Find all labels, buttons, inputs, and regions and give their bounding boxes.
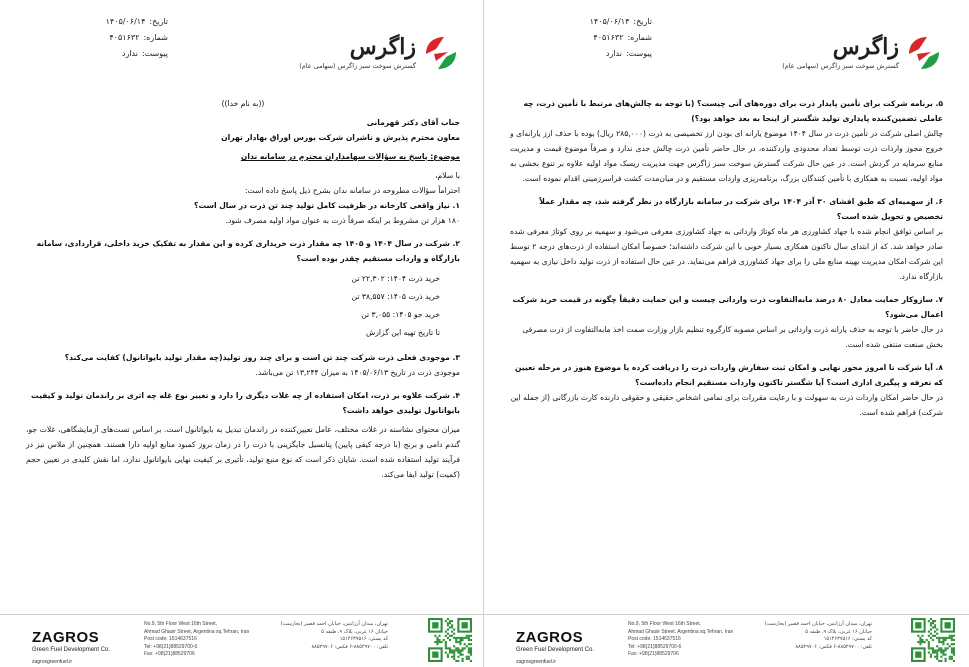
address-line: No.9, 5th Floor West 16th Street, xyxy=(144,621,217,627)
date-label: تاریخ: xyxy=(149,17,168,26)
address-line: کد پستی: ۱۵۱۴۶۳۷۵۱۶ xyxy=(823,636,872,642)
attachment-value: ندارد xyxy=(121,49,138,58)
attachment-label: پیوست: xyxy=(141,49,168,58)
greeting: با سلام، xyxy=(435,171,460,180)
letter-subject: موضوع: پاسخ به سؤالات سهامداران محترم در سامانه ندان xyxy=(240,152,460,161)
address-line: Post code: 1514637516 xyxy=(628,636,681,642)
answer-2-item: خرید ذرت ۱۴۰۴: ۲۲,۳۰۲ تن xyxy=(351,274,440,283)
letter-body xyxy=(510,96,943,420)
address-line: Tel: +98(21)88529700-6 xyxy=(628,643,682,650)
company-logo xyxy=(773,34,943,74)
answer-2-item: تا تاریخ تهیه این گزارش xyxy=(365,328,440,337)
number-value: ۴۰۵۱۶۳۲ xyxy=(593,33,624,42)
answer-7: در حال حاضر با توجه به حذف یارانه ذرت وارداتی بر اساس مصوبه کارگروه تنظیم بازار وزارت صمت اخذ مابه‌التفاوت از ذرت مصرفی بخش صنعت منتفی شده است. xyxy=(522,325,943,349)
footer-address-fa xyxy=(742,621,872,651)
answer-4: میزان محتوای نشاسته در غلات مختلف، عامل تعیین‌کننده در راندمان تبدیل به بایواتانول است. بر اساس تست‌های آزمایشگاهی، غلات جو، گندم دامی و برنج (با درجه کیفی پایین) پتانسیل جایگزینی با ذرت را در زمان بروز کمبود منابع اولیه دارا هستند. همچنین از ملاس نیز در فرآیند تولید استفاده شده است. شایان ذکر است که نوع منبع تولید، تأثیری بر کیفیت نهایی بایواتانول ندارد، اما نقش کلیدی در تعیین حجم (کمیت) تولید ایفا می‌کند. xyxy=(26,425,460,479)
address-line: خیابان ۱۶ غربی، پلاک ۹، طبقه ۵ xyxy=(805,628,872,635)
address-line: Ahmad Ghasir Street, Argentina sq.Tehran, Iran xyxy=(144,628,250,635)
address-line: تلفن: ۸۸۵۲۹۷۰۰-۶ فکس: ۸۸۵۲۹۷۰۶ xyxy=(795,643,872,650)
footer-website: zagrosgreenfuel.ir xyxy=(32,659,73,665)
address-line: Post code: 1514637516 xyxy=(144,636,197,642)
answer-2-list xyxy=(26,270,460,342)
address-line: کد پستی: ۱۵۱۴۶۳۷۵۱۶ xyxy=(339,636,388,642)
logo-subtitle: گسترش سوخت سبز زاگرس (سهامی عام) xyxy=(782,62,899,70)
company-logo xyxy=(290,34,460,74)
address-line: Fax: +98(21)88529706 xyxy=(628,651,679,657)
address-line: تهران، میدان آرژانتین، خیابان احمد قصیر (بخارست) xyxy=(764,621,872,627)
number-value: ۴۰۵۱۶۳۲ xyxy=(109,33,140,42)
answer-1: ۱۸۰ هزار تن مشروط بر اینکه صرفاً ذرت به عنوان مواد اولیه مصرف شود. xyxy=(225,216,460,225)
address-line: Ahmad Ghasir Street, Argentina sq.Tehran, Iran xyxy=(628,628,734,635)
address-line: تهران، میدان آرژانتین، خیابان احمد قصیر (بخارست) xyxy=(280,621,388,627)
question-2: ۲. شرکت در سال ۱۴۰۴ و ۱۴۰۵ چه مقدار ذرت خریداری کرده و این مقدار به تفکیک خرید داخلی، قراردادی، سامانه بازارگاه و واردات مستقیم چقدر بوده است؟ xyxy=(36,239,460,263)
letter-footer xyxy=(0,614,486,667)
footer-website: zagrosgreenfuel.ir xyxy=(516,659,557,665)
number-label: شماره: xyxy=(143,33,168,42)
footer-address-en xyxy=(628,621,733,659)
recipient-title: جناب آقای دکتر قهرمانی xyxy=(366,118,460,127)
question-8: ۸. آیا شرکت تا امروز مجوز نهایی و امکان ثبت سفارش واردات ذرت را دریافت کرده یا موضوع هنوز در مرحله تعیین که تعرفه و پیگیری اداری است؟ آیا شگستر تاکنون واردات مستقیم انجام داده‌است؟ xyxy=(515,363,943,387)
footer-address-fa xyxy=(258,621,388,651)
address-line: تلفن: ۸۸۵۲۹۷۰۰-۶ فکس: ۸۸۵۲۹۷۰۶ xyxy=(311,643,388,650)
number-label: شماره: xyxy=(627,33,652,42)
footer-brand: ZAGROS xyxy=(32,629,100,646)
intro-text: احتراماً سؤالات مطروحه در سامانه ندان بشرح ذیل پاسخ داده است: xyxy=(244,186,460,195)
answer-5: چالش اصلی شرکت در تأمین ذرت در سال ۱۴۰۴ موضوع یارانه ای بودن ارز تخصیصی به ذرت (۲۸۵,۰۰۰ ریال) بوده با حذف ارز یارانه‌ای و خروج مجوز واردات ذرت توسط تعداد محدودی واردکننده، در حال حاضر تأمین ذرت چالش جدی ندارد و صرفاً موضوع قیمت و مدیریت منابع سرمایه در گردش است. در عین حال شرکت گسترش سوخت سبز زاگرس جهت مدیریت ریسک مواد اولیه علاوه بر تنوع بخشی به مواد اولیه، نسبت به همکاری با تأمین کنندگان بزرگ، برنامه‌ریزی واردات مستقیم و در میان‌مدت کشت فراسرزمینی اقدام نموده است. xyxy=(510,129,943,183)
question-7: ۷. سازوکار حمایت معادل ۸۰ درصد مابه‌التفاوت ذرت وارداتی چیست و این حمایت دقیقاً چگونه در قیمت خرید شرکت اعمال می‌شود؟ xyxy=(512,295,943,319)
recipient-role: معاون محترم پذیرش و ناشران شرکت بورس اوراق بهادار تهران xyxy=(221,133,460,142)
letter-meta xyxy=(18,14,168,62)
address-line: Fax: +98(21)88529706 xyxy=(144,651,195,657)
logo-subtitle: گسترش سوخت سبز زاگرس (سهامی عام) xyxy=(299,62,416,70)
question-5: ۵. برنامه شرکت برای تأمین پایدار ذرت برای دوره‌های آتی چیست؟ (با توجه به چالش‌های مرتبط با تأمین ذرت، چه عاملی تضمین‌کننده پایداری تولید شگستر از اینجا به بعد خواهد بود؟) xyxy=(523,99,943,123)
qr-code-icon xyxy=(911,618,955,662)
zagros-logo-icon xyxy=(905,34,943,72)
logo-wordmark: زاگرس xyxy=(349,34,416,60)
letter-footer xyxy=(484,614,969,667)
bismillah: ((به نام خدا)) xyxy=(221,99,265,108)
letter-body xyxy=(26,96,460,482)
date-label: تاریخ: xyxy=(633,17,652,26)
letter-meta xyxy=(502,14,652,62)
attachment-label: پیوست: xyxy=(625,49,652,58)
logo-wordmark: زاگرس xyxy=(832,34,899,60)
footer-brand: ZAGROS xyxy=(516,629,584,646)
question-6: ۶. از سهمیه‌ای که طبق افشای ۳۰ آذر ۱۴۰۴ برای شرکت در سامانه بازارگاه در نظر گرفته شد، چه مقدار عملاً تخصیص و تحویل شده است؟ xyxy=(539,197,943,221)
address-line: خیابان ۱۶ غربی، پلاک ۹، طبقه ۵ xyxy=(321,628,388,635)
zagros-logo-icon xyxy=(422,34,460,72)
answer-6: بر اساس توافق انجام شده با جهاد کشاورزی هر ماه کوتاژ وارداتی به جهاد کشاورزی معرفی می‌شود و سهمیه بر روی کوتاژ معرفی شده صادر خواهد شد. که از ابتدای سال تاکنون همکاری بسیار خوبی با این شرکت داشته‌اند؛ خصوصاً امکان استفاده از ذرت‌های درجه ۲ توسط این شرکت امکان مدیریت بهینه منابع ملی را برای جهاد کشاورزی فراهم می‌نماید. در عین حال استفاده از ذرت تولید داخل نیازی به سهمیه بازارگاه ندارد. xyxy=(510,227,943,281)
footer-brand-sub: Green Fuel Development Co. xyxy=(32,647,111,653)
letter-page-2 xyxy=(483,0,969,667)
address-line: Tel: +98(21)88529700-6 xyxy=(144,643,198,650)
answer-2-item: خرید جو ۱۴۰۵: ۳,۰۵۵ تن xyxy=(361,310,440,319)
footer-address-en xyxy=(144,621,249,659)
question-4: ۴. شرکت علاوه بر ذرت، امکان استفاده از چه غلات دیگری را دارد و تغییر نوع غله چه اثری بر راندمان تولید و کیفیت بایواتانول تولیدی خواهد داشت؟ xyxy=(31,391,460,415)
answer-2-item: خرید ذرت ۱۴۰۵: ۳۸,۵۵۷ تن xyxy=(351,292,440,301)
attachment-value: ندارد xyxy=(605,49,622,58)
date-value: ۱۴۰۵/۰۶/۱۴ xyxy=(105,17,146,26)
address-line: No.9, 5th Floor West 16th Street, xyxy=(628,621,701,627)
question-1: ۱. نیاز واقعی کارخانه در ظرفیت کامل تولید چند تن ذرت در سال است؟ xyxy=(194,201,460,210)
answer-3: موجودی ذرت در تاریخ ۱۴۰۵/۰۶/۱۳ به میزان ۱۳,۲۴۴ تن می‌باشد. xyxy=(255,368,460,377)
answer-8: در حال حاضر امکان واردات ذرت به سهولت و با رعایت مقررات برای تمامی اشخاص حقیقی و حقوقی دارنده کارت بازرگانی (از جمله این شرکت) فراهم شده است. xyxy=(510,393,943,417)
qr-code-icon xyxy=(428,618,472,662)
footer-brand-sub: Green Fuel Development Co. xyxy=(516,647,595,653)
date-value: ۱۴۰۵/۰۶/۱۴ xyxy=(589,17,630,26)
question-3: ۳. موجودی فعلی ذرت شرکت چند تن است و برای چند روز تولید(چه مقدار تولید بایواتانول) کفایت می‌کند؟ xyxy=(64,353,460,362)
